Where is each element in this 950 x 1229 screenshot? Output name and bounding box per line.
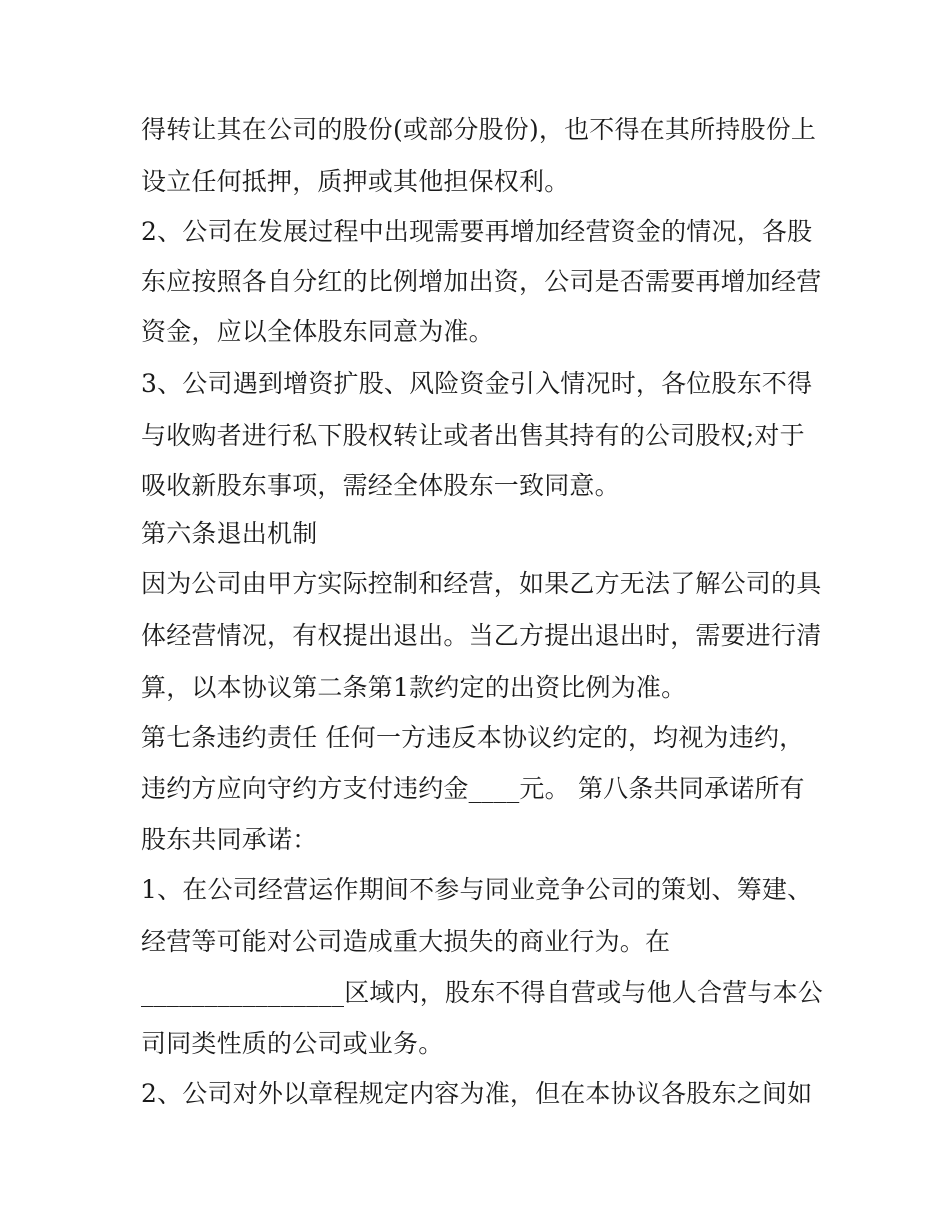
paragraph-line: 得转让其在公司的股份(或部分股份)，也不得在其所持股份上 [141,115,817,144]
paragraph-line: 算，以本协议第二条第1款约定的出资比例为准。 [141,673,687,702]
paragraph-line: 吸收新股东事项，需经全体股东一致同意。 [141,471,620,500]
paragraph-line: 3、公司遇到增资扩股、风险资金引入情况时，各位股东不得 [141,369,813,398]
section-heading: 第六条退出机制 [141,519,318,548]
paragraph-line: 违约方应向守约方支付违约金____元。 第八条共同承诺所有 [141,774,805,803]
paragraph-line: 2、公司对外以章程规定内容为准，但在本协议各股东之间如 [141,1079,813,1108]
paragraph-line: 股东共同承诺： [141,825,318,854]
paragraph-line: 资金，应以全体股东同意为准。 [141,317,494,346]
paragraph-line: 2、公司在发展过程中出现需要再增加经营资金的情况，各股 [141,217,813,246]
paragraph-line: 经营等可能对公司造成重大损失的商业行为。在 [141,927,671,956]
paragraph-line: 因为公司由甲方实际控制和经营，如果乙方无法了解公司的具 [141,569,822,598]
paragraph-line: 司同类性质的公司或业务。 [141,1029,444,1058]
paragraph-line: 东应按照各自分红的比例增加出资，公司是否需要再增加经营 [141,267,822,296]
paragraph-line: 1、在公司经营运作期间不参与同业竞争公司的策划、筹建、 [141,875,813,904]
paragraph-line: 设立任何抵押，质押或其他担保权利。 [141,167,570,196]
paragraph-line: 体经营情况，有权提出退出。当乙方提出退出时，需要进行清 [141,621,822,650]
paragraph-line: 与收购者进行私下股权转让或者出售其持有的公司股权;对于 [141,421,805,450]
paragraph-line: 第七条违约责任 任何一方违反本协议约定的，均视为违约， [141,723,805,752]
paragraph-line: ________________区域内，股东不得自营或与他人合营与本公 [141,978,824,1007]
